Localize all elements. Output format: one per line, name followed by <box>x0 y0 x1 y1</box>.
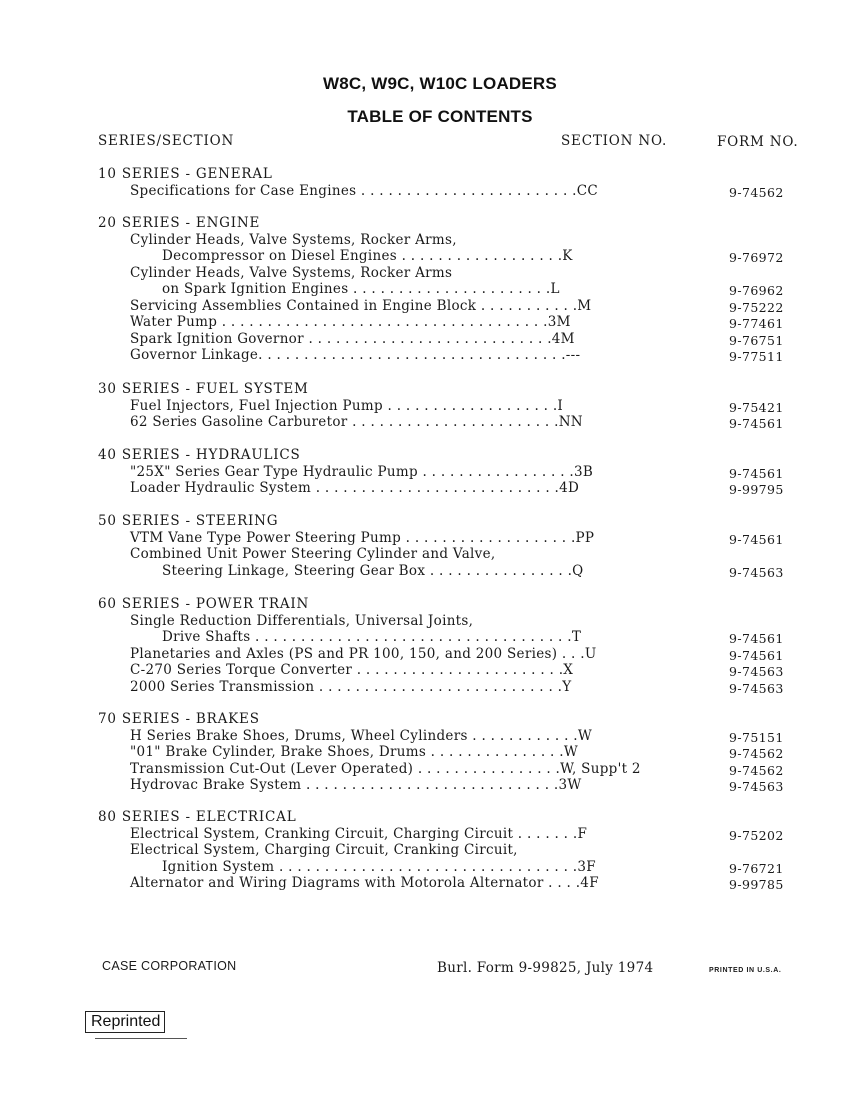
toc-entry-line: Loader Hydraulic System . . . . . . . . . . . . . . . . . . . . . . . . . . .4D <box>130 480 580 496</box>
toc-entry-line: Cylinder Heads, Valve Systems, Rocker Arms <box>130 264 453 281</box>
form-number: 9-75421 <box>729 399 784 415</box>
form-number: 9-76972 <box>729 250 784 265</box>
form-number: 9-74561 <box>729 647 784 663</box>
column-header-series-section: SERIES/SECTION <box>98 133 235 149</box>
series-heading: 40 SERIES - HYDRAULICS <box>98 447 301 463</box>
toc-entry-line: Planetaries and Axles (PS and PR 100, 150, and 200 Series) . . .U <box>130 645 597 662</box>
form-number: 9-75202 <box>729 827 784 843</box>
toc-entry-line: Steering Linkage, Steering Gear Box . . . . . . . . . . . . . . . .Q <box>162 562 584 579</box>
reprinted-underline <box>95 1038 187 1039</box>
form-number: 9-74562 <box>729 762 784 778</box>
toc-entry-line: Spark Ignition Governor . . . . . . . . . . . . . . . . . . . . . . . . . . .4M <box>130 330 575 347</box>
toc-entry-line: Alternator and Wiring Diagrams with Motorola Alternator . . . .4F <box>130 875 599 891</box>
series-heading: 30 SERIES - FUEL SYSTEM <box>98 381 309 397</box>
form-number: 9-74561 <box>729 631 784 646</box>
form-number: 9-77461 <box>729 316 784 331</box>
form-number: 9-74561 <box>729 531 784 547</box>
form-number: 9-74562 <box>729 184 784 200</box>
toc-entry-line: Governor Linkage. . . . . . . . . . . . . . . . . . . . . . . . . . . . . . . . . .--- <box>130 347 581 363</box>
form-number: 9-99785 <box>729 877 784 892</box>
toc-entry-line: Servicing Assemblies Contained in Engine Block . . . . . . . . . . .M <box>130 297 592 314</box>
form-number: 9-74563 <box>729 564 784 580</box>
form-number: 9-74562 <box>729 746 784 761</box>
toc-entry-line: "01" Brake Cylinder, Brake Shoes, Drums . . . . . . . . . . . . . . .W <box>130 744 579 760</box>
toc-entry-line: Drive Shafts . . . . . . . . . . . . . . . . . . . . . . . . . . . . . . . . . . .T <box>162 629 582 645</box>
form-number: 9-74561 <box>729 465 784 481</box>
toc-entry-line: 62 Series Gasoline Carburetor . . . . . . . . . . . . . . . . . . . . . . .NN <box>130 414 583 430</box>
form-number: 9-76751 <box>729 332 784 348</box>
reprinted-stamp: Reprinted <box>85 1011 165 1033</box>
toc-entry-line: Transmission Cut-Out (Lever Operated) . . . . . . . . . . . . . . . .W, Supp't 2 <box>130 760 641 777</box>
page-subtitle: TABLE OF CONTENTS <box>347 107 533 126</box>
toc-entry-line: VTM Vane Type Power Steering Pump . . . . . . . . . . . . . . . . . . .PP <box>130 529 595 546</box>
toc-entry-line: "25X" Series Gear Type Hydraulic Pump . . . . . . . . . . . . . . . . .3B <box>130 463 594 480</box>
toc-entry-line: Water Pump . . . . . . . . . . . . . . . . . . . . . . . . . . . . . . . . . . . .3M <box>130 314 571 330</box>
toc-entry-line: Cylinder Heads, Valve Systems, Rocker Arms, <box>130 231 457 248</box>
toc-entry-line: Hydrovac Brake System . . . . . . . . . . . . . . . . . . . . . . . . . . . .3W <box>130 777 582 793</box>
form-number: 9-75222 <box>729 299 784 315</box>
column-header-section-no: SECTION NO. <box>561 133 668 149</box>
form-number: 9-76721 <box>729 860 784 876</box>
series-heading: 80 SERIES - ELECTRICAL <box>98 809 297 825</box>
toc-entry-line: Decompressor on Diesel Engines . . . . . . . . . . . . . . . . . .K <box>162 248 573 264</box>
form-number: 9-74563 <box>729 680 784 696</box>
form-number: 9-99795 <box>729 482 784 497</box>
toc-entry-line: Single Reduction Differentials, Universal Joints, <box>130 612 474 629</box>
footer-form-info: Burl. Form 9-99825, July 1974 <box>437 960 654 976</box>
form-number: 9-75151 <box>729 729 784 745</box>
footer-company: CASE CORPORATION <box>102 959 237 973</box>
toc-entry-line: H Series Brake Shoes, Drums, Wheel Cylinders . . . . . . . . . . . .W <box>130 727 593 744</box>
form-number: 9-76962 <box>729 283 784 298</box>
toc-entry-line: Ignition System . . . . . . . . . . . . . . . . . . . . . . . . . . . . . . . . .3F <box>162 858 596 875</box>
toc-entry-line: Electrical System, Charging Circuit, Cranking Circuit, <box>130 842 518 858</box>
toc-entry-line: Electrical System, Cranking Circuit, Charging Circuit . . . . . . .F <box>130 825 588 842</box>
page-title: W8C, W9C, W10C LOADERS <box>323 74 557 93</box>
series-heading: 50 SERIES - STEERING <box>98 513 279 529</box>
form-number: 9-74563 <box>729 664 784 679</box>
series-heading: 60 SERIES - POWER TRAIN <box>98 596 310 612</box>
series-heading: 20 SERIES - ENGINE <box>98 215 261 231</box>
form-number: 9-77511 <box>729 349 784 364</box>
form-number: 9-74563 <box>729 779 784 794</box>
footer-printed-in: PRINTED IN U.S.A. <box>709 967 782 974</box>
form-number: 9-74561 <box>729 416 784 431</box>
column-header-form-no: FORM NO. <box>717 134 799 150</box>
toc-entry-line: Combined Unit Power Steering Cylinder and Valve, <box>130 546 496 562</box>
toc-entry-line: C-270 Series Torque Converter . . . . . . . . . . . . . . . . . . . . . . .X <box>130 662 574 678</box>
series-heading: 70 SERIES - BRAKES <box>98 711 260 727</box>
toc-entry-line: on Spark Ignition Engines . . . . . . . . . . . . . . . . . . . . . .L <box>162 281 560 297</box>
toc-entry-line: Specifications for Case Engines . . . . . . . . . . . . . . . . . . . . . . . .CC <box>130 182 598 199</box>
series-heading: 10 SERIES - GENERAL <box>98 166 273 182</box>
toc-entry-line: 2000 Series Transmission . . . . . . . . . . . . . . . . . . . . . . . . . . .Y <box>130 678 572 695</box>
toc-entry-line: Fuel Injectors, Fuel Injection Pump . . . . . . . . . . . . . . . . . . .I <box>130 397 564 414</box>
